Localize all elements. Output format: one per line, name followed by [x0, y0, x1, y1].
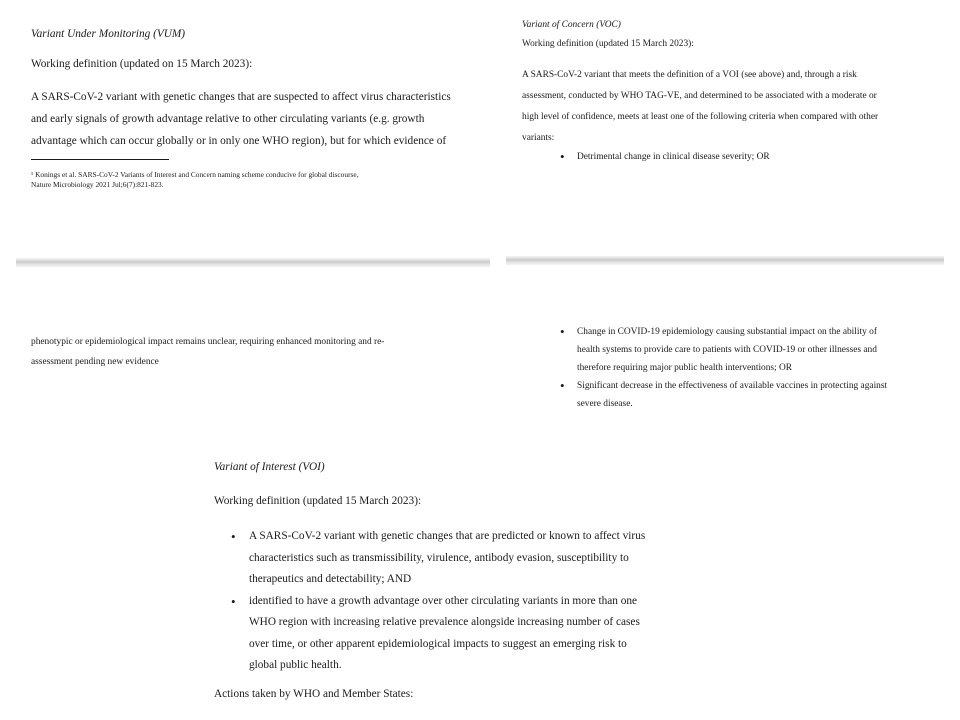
voc-bullet-line: therefore requiring major public health interventions; OR [577, 363, 793, 373]
voc-definition-label: Working definition (updated 15 March 2023): [522, 39, 694, 49]
voi-bullet-line: WHO region with increasing relative prevalence alongside increasing number of cases [249, 616, 640, 628]
voc-bullet-list-top [560, 147, 940, 167]
footnote-divider [31, 159, 169, 160]
voi-bullet-item [231, 591, 691, 677]
page-separator-right [506, 256, 944, 265]
voi-bullet-line: global public health. [249, 659, 342, 671]
vum-body [31, 86, 491, 152]
voc-body-line: variants: [522, 133, 555, 143]
bullet-glyph: • [560, 324, 565, 339]
voi-heading: Variant of Interest (VOI) [214, 461, 325, 473]
voc-bullet-item [560, 323, 950, 377]
bullet-glyph: • [231, 529, 236, 544]
bullet-glyph: • [560, 378, 565, 393]
voi-definition-label: Working definition (updated 15 March 2023): [214, 495, 422, 507]
bullet-glyph: • [560, 149, 565, 164]
voi-actions-label: Actions taken by WHO and Member States: [214, 688, 414, 700]
vum-definition-label: Working definition (updated on 15 March 2023): [31, 58, 253, 70]
footnote-line: Nature Microbiology 2021 Jul;6(7):821-823. [31, 180, 164, 189]
voc-bullet-line: severe disease. [577, 399, 633, 409]
vum-body-line: and early signals of growth advantage relative to other circulating variants (e.g. growth [31, 113, 425, 125]
voi-bullet-list [231, 526, 691, 677]
vum-body-line: advantage which can occur globally or in only one WHO region), but for which evidence of [31, 135, 447, 147]
voc-bullet-text: Detrimental change in clinical disease severity; OR [577, 152, 770, 162]
voc-bullet-list-continued [560, 323, 950, 413]
page-separator-left [16, 258, 490, 267]
vum-footnote [31, 170, 491, 190]
voc-bullet-item [560, 147, 940, 167]
voc-body-line: high level of confidence, meets at least one of the following criteria when compared with other [522, 112, 879, 122]
voi-bullet-item [231, 526, 691, 591]
vum-continued-line: assessment pending new evidence [31, 357, 159, 367]
voc-heading: Variant of Concern (VOC) [522, 20, 621, 30]
vum-continued-line: phenotypic or epidemiological impact remains unclear, requiring enhanced monitoring and re- [31, 337, 385, 347]
vum-heading: Variant Under Monitoring (VUM) [31, 28, 186, 40]
voi-bullet-line: over time, or other apparent epidemiological impacts to suggest an emerging risk to [249, 637, 627, 650]
voc-bullet-line: health systems to provide care to patients with COVID-19 or other illnesses and [577, 345, 877, 355]
vum-body-line: A SARS-CoV-2 variant with genetic changes that are suspected to affect virus characteristics [31, 91, 451, 103]
footnote-line: ¹ Konings et al. SARS-CoV-2 Variants of Interest and Concern naming scheme conducive for global discourse, [31, 170, 359, 179]
vum-body-continued [31, 332, 491, 372]
voc-body [522, 65, 942, 149]
voc-bullet-line: Change in COVID-19 epidemiology causing substantial impact on the ability of [577, 327, 877, 337]
voc-body-line: A SARS-CoV-2 variant that meets the definition of a VOI (see above) and, through a risk [522, 70, 857, 80]
voc-bullet-item [560, 377, 950, 413]
bullet-glyph: • [231, 593, 236, 609]
voi-bullet-line: characteristics such as transmissibility, virulence, antibody evasion, susceptibility to [249, 551, 629, 564]
voi-bullet-line: identified to have a growth advantage over other circulating variants in more than one [249, 594, 638, 607]
voc-bullet-line: Significant decrease in the effectiveness of available vaccines in protecting against [577, 381, 888, 391]
voi-bullet-line: A SARS-CoV-2 variant with genetic changes that are predicted or known to affect virus [249, 530, 646, 542]
voi-bullet-line: therapeutics and detectability; AND [249, 573, 412, 585]
voc-body-line: assessment, conducted by WHO TAG-VE, and determined to be associated with a moderate or [522, 91, 877, 101]
